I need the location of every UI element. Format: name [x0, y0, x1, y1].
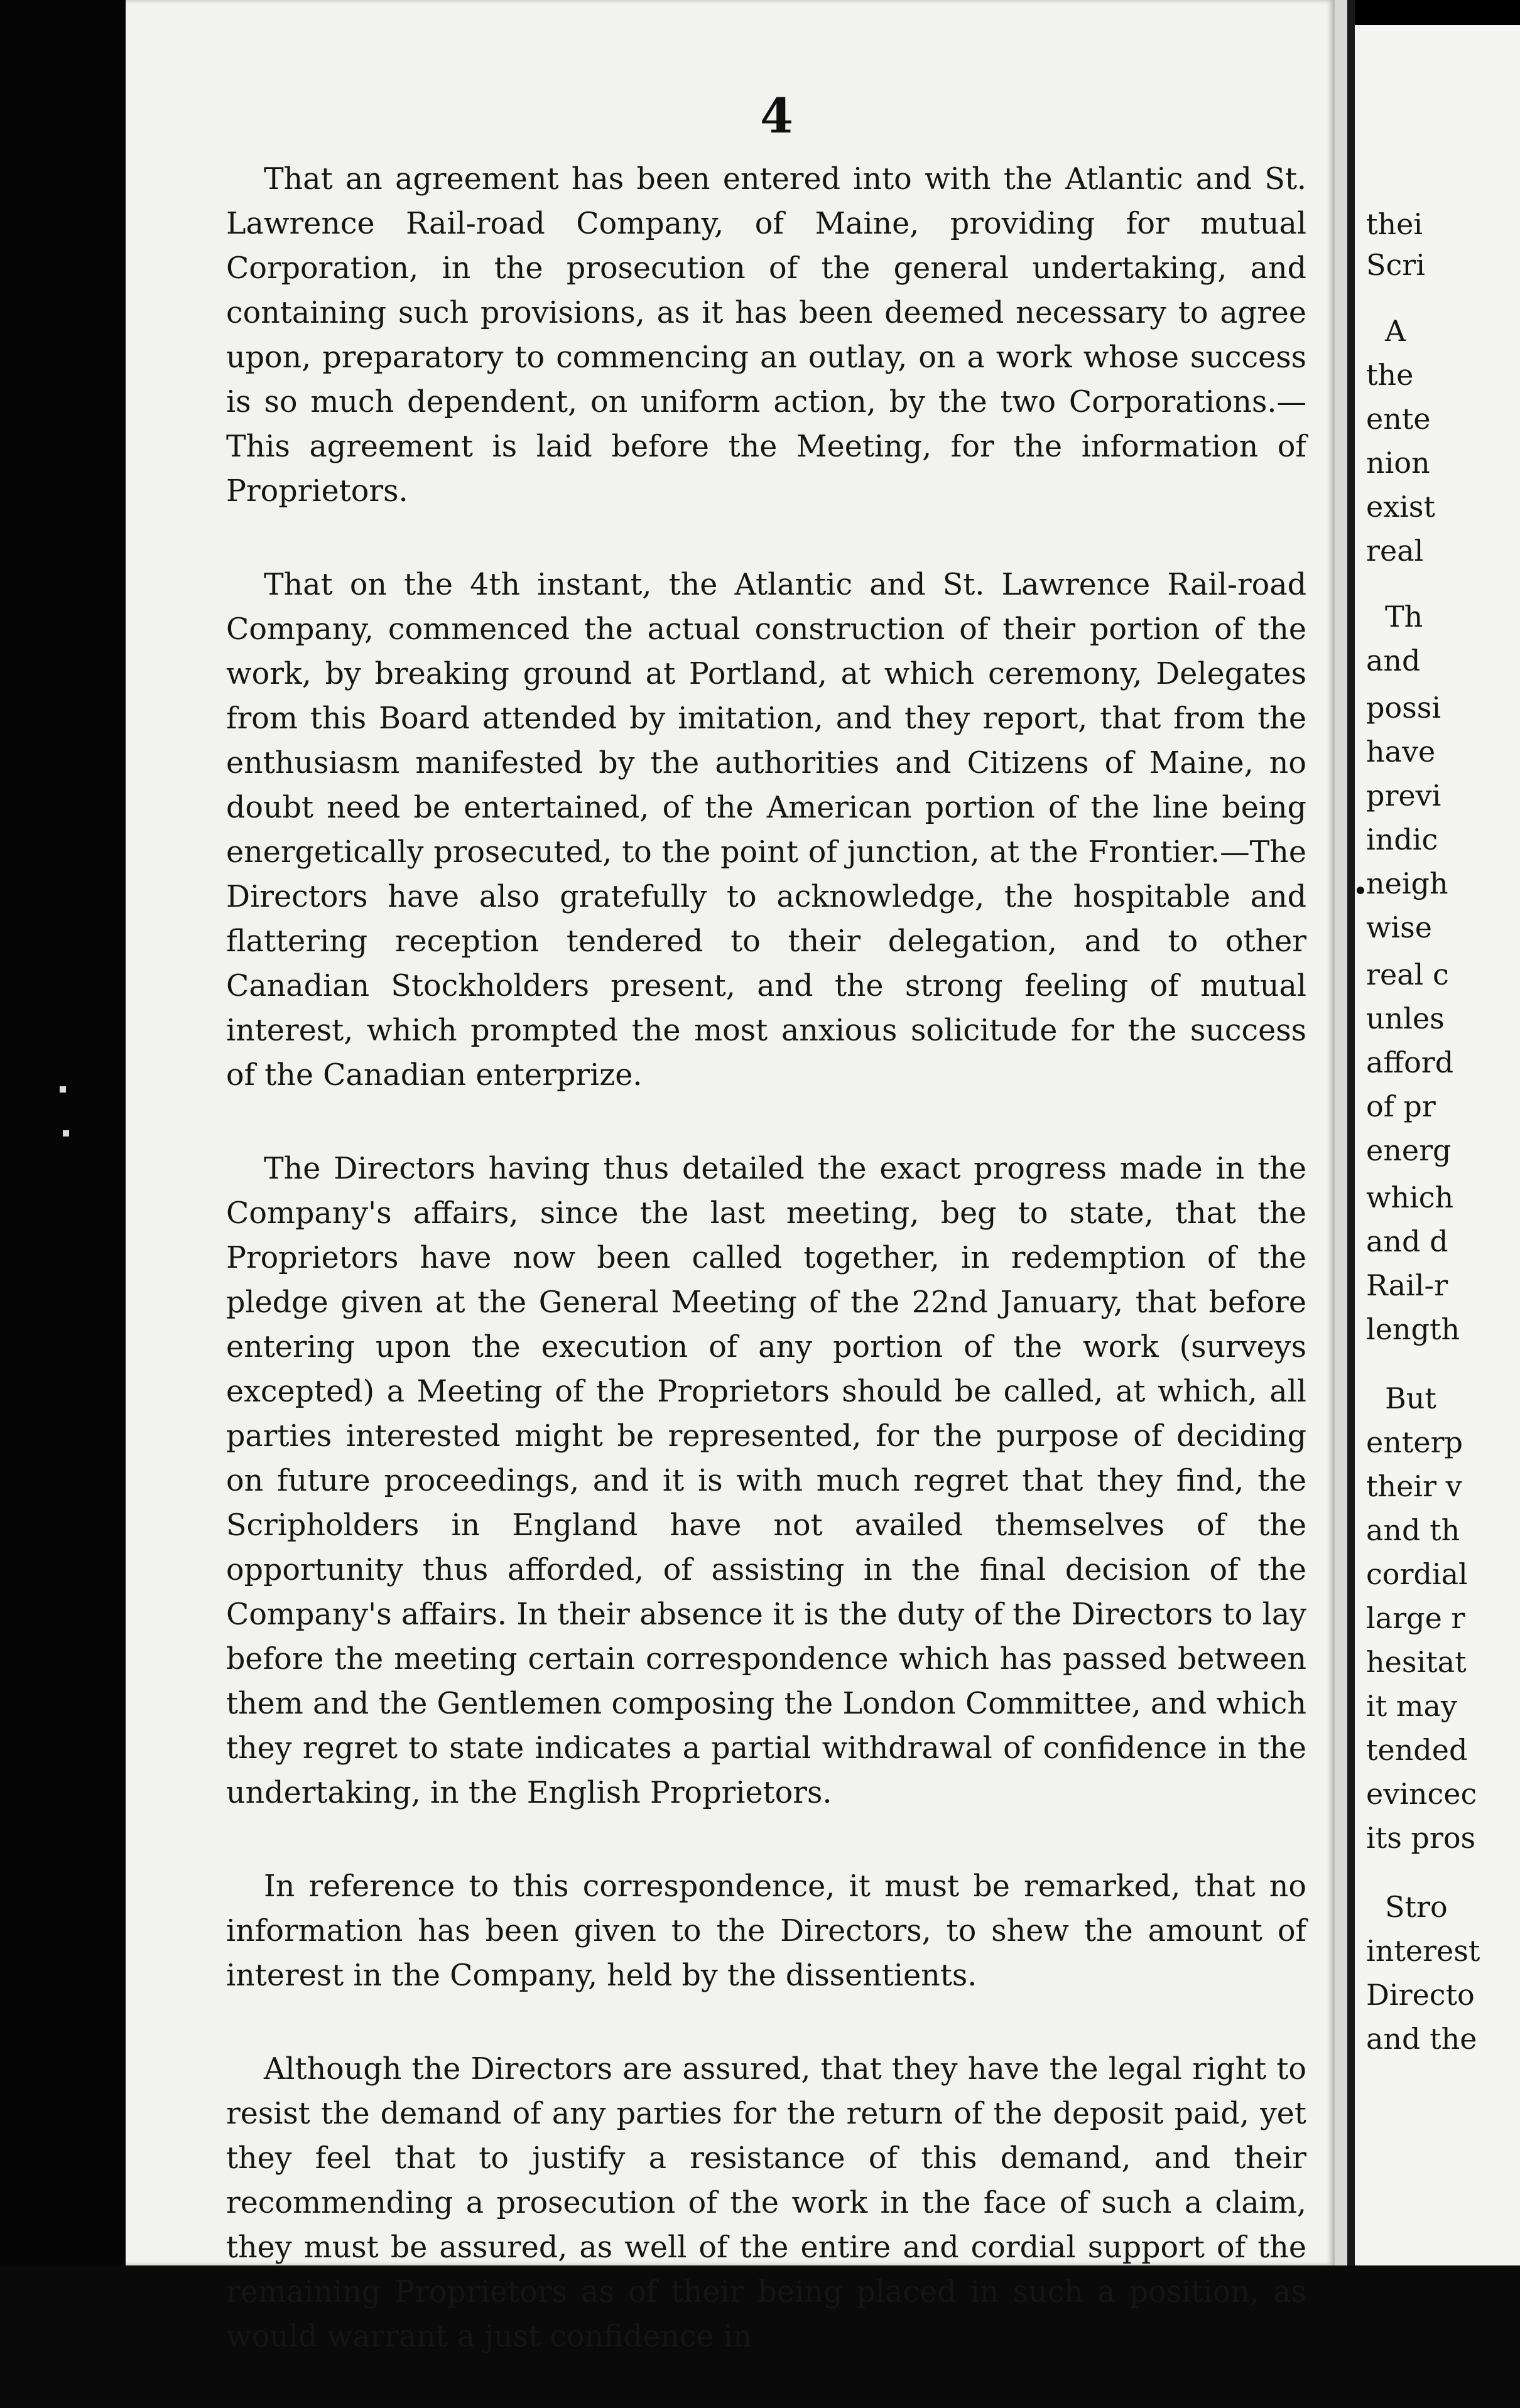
- facing-line: and th: [1366, 1513, 1460, 1547]
- facing-line: But: [1385, 1381, 1436, 1415]
- facing-line: indic: [1366, 823, 1438, 856]
- paragraph: Although the Directors are assured, that they have the legal right to resist the demand of any parties for the return of the deposit paid, yet they feel that to justify a resistance of this demand, and their recommending a prosecution of the work in the face of such a claim, they must be assured, as well of the entire and cordial support of the remaining Proprietors as of their being placed in such a position, as would warrant a just confidence in: [226, 2052, 1306, 2354]
- facing-line: length: [1366, 1312, 1460, 1346]
- facing-line: interest: [1366, 1934, 1480, 1968]
- facing-line: wise: [1366, 910, 1432, 944]
- facing-line: real c: [1366, 958, 1449, 991]
- facing-line: tended: [1366, 1733, 1468, 1767]
- facing-line: previ: [1366, 779, 1441, 813]
- gutter-shadow: [1347, 0, 1355, 2265]
- facing-line: and the: [1366, 2022, 1477, 2056]
- facing-line: their v: [1366, 1469, 1462, 1503]
- facing-line: nion: [1366, 446, 1430, 480]
- facing-line: unles: [1366, 1002, 1445, 1035]
- facing-line: possi: [1366, 691, 1441, 725]
- facing-line: energ: [1366, 1133, 1452, 1167]
- facing-line: hesitat: [1366, 1645, 1467, 1679]
- facing-line: enterp: [1366, 1425, 1463, 1459]
- page-body: [226, 157, 1306, 2408]
- facing-line: neigh: [1366, 867, 1448, 900]
- paragraph: The Directors having thus detailed the exact progress made in the Company's affairs, since the last meeting, beg to state, that the Proprietors have now been called together, in redemption of the pledge given at the General Meeting of the 22nd January, that before entering upon the execution of any portion of the work (surveys excepted) a Meeting of the Proprietors should be called, at which, all parties interested might be represented, for the purpose of deciding on future proceedings, and it is with much regret that they find, the Scripholders in England have not availed themselves of the opportunity thus afforded, of assisting in the final decision of the Company's affairs. In their absence it is the duty of the Directors to lay before the meeting certain correspondence which has passed between them and the Gentlemen composing the London Committee, and which they regret to state indicates a partial withdrawal of confidence in the undertaking, in the English Proprietors.: [226, 1152, 1306, 1810]
- facing-line: Th: [1385, 600, 1423, 634]
- facing-line: large r: [1366, 1601, 1465, 1635]
- facing-line: Rail-r: [1366, 1268, 1448, 1302]
- facing-line: Directo: [1366, 1978, 1475, 2012]
- facing-line: the: [1366, 358, 1414, 392]
- scan-mark: [63, 1130, 69, 1137]
- facing-line: cordial: [1366, 1557, 1468, 1591]
- facing-line: it may: [1366, 1689, 1457, 1723]
- page-number: 4: [760, 88, 793, 144]
- facing-line: Stro: [1385, 1890, 1448, 1924]
- facing-line: which: [1366, 1180, 1454, 1214]
- facing-line: have: [1366, 735, 1436, 769]
- facing-line: real: [1366, 534, 1424, 568]
- facing-line: its pros: [1366, 1821, 1476, 1855]
- facing-line: and: [1366, 644, 1421, 678]
- facing-line: of pr: [1366, 1089, 1436, 1123]
- book-gutter: [1335, 0, 1347, 2265]
- facing-line: A: [1385, 314, 1406, 348]
- paragraph: That an agreement has been entered into with the Atlantic and St. Lawrence Rail-road Company, of Maine, providing for mutual Corporation, in the prosecution of the general undertaking, and containing such provisions, as it has been deemed necessary to agree upon, preparatory to commencing an outlay, on a work whose success is so much dependent, on uniform action, by the two Corporations.—This agreement is laid before the Meeting, for the information of Proprietors.: [226, 162, 1306, 509]
- scan-mark: [60, 1086, 66, 1093]
- facing-line: exist: [1366, 490, 1435, 524]
- facing-line: and d: [1366, 1224, 1448, 1258]
- ink-speck: [1357, 887, 1364, 894]
- facing-line: ente: [1366, 402, 1431, 436]
- facing-line: Scri: [1366, 248, 1425, 282]
- facing-line: thei: [1366, 207, 1423, 241]
- facing-line: evincec: [1366, 1777, 1477, 1811]
- paragraph: In reference to this correspondence, it must be remarked, that no information has been given to the Directors, to shew the amount of interest in the Company, held by the dissentients.: [226, 1869, 1306, 1993]
- paragraph: That on the 4th instant, the Atlantic and St. Lawrence Rail-road Company, commenced the actual construction of their portion of the work, by breaking ground at Portland, at which ceremony, Delegates from this Board attended by imitation, and they report, that from the enthusiasm manifested by the authorities and Citizens of Maine, no doubt need be entertained, of the American portion of the line being energetically prosecuted, to the point of junction, at the Frontier.—The Directors have also gratefully to acknowledge, the hospitable and flattering reception tendered to their delegation, and to other Canadian Stockholders present, and the strong feeling of mutual interest, which prompted the most anxious solicitude for the success of the Canadian enterprize.: [226, 568, 1306, 1093]
- facing-line: afford: [1366, 1045, 1454, 1079]
